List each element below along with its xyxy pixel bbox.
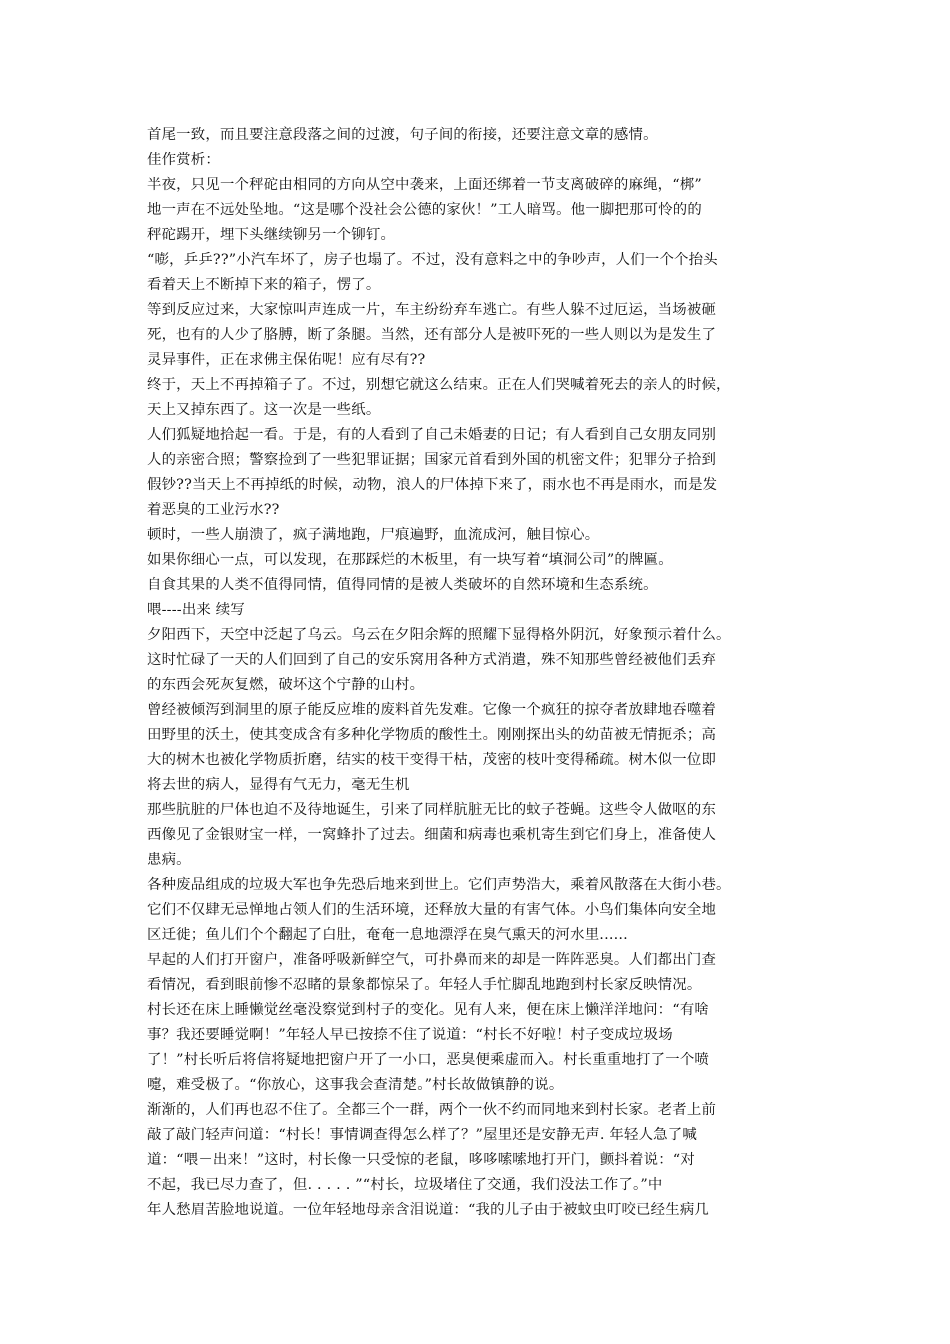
text-line: 死，也有的人少了胳膊，断了条腿。当然，还有部分人是被吓死的一些人则以为是发生了	[147, 327, 717, 343]
text-line: 看情况，看到眼前惨不忍睹的景象都惊呆了。年轻人手忙脚乱地跑到村长家反映情况。	[147, 977, 702, 993]
text-line: 它们不仅肆无忌惮地占领人们的生活环境，还释放大量的有害气体。小鸟们集体向安全地	[147, 902, 717, 918]
text-line: 如果你细心一点，可以发现，在那踩烂的木板里，有一块写着“填洞公司”的牌匾。	[147, 552, 673, 568]
text-line: 村长还在床上睡懒觉丝毫没察觉到村子的变化。见有人来，便在床上懒洋洋地问：“有啥	[147, 1002, 710, 1018]
text-line: 各种废品组成的垃圾大军也争先恐后地来到世上。它们声势浩大，乘着风散落在大街小巷。	[147, 877, 731, 893]
text-line: 了！”村长听后将信将疑地把窗户开了一小口，恶臭便乘虚而入。村长重重地打了一个喷	[147, 1052, 710, 1068]
text-line: 敲了敲门轻声问道：“村长！事情调查得怎么样了？”屋里还是安静无声. 年轻人急了喊	[147, 1127, 697, 1143]
text-line: 区迁徙；鱼儿们个个翻起了白肚，奄奄一息地漂浮在臭气熏天的河水里......	[147, 927, 628, 943]
text-line: 看着天上不断掉下来的箱子，愣了。	[147, 277, 381, 293]
text-line: 曾经被倾泻到洞里的原子能反应堆的废料首先发难。它像一个疯狂的掠夺者放肆地吞噬着	[147, 702, 717, 718]
text-line: 天上又掉东西了。这一次是一些纸。	[147, 402, 381, 418]
text-line: 患病。	[147, 852, 191, 868]
text-line: 佳作赏析：	[147, 152, 220, 168]
document-body	[147, 123, 815, 1223]
text-line: 地一声在不远处坠地。“这是哪个没社会公德的家伙！”工人暗骂。他一脚把那可怜的的	[147, 202, 702, 218]
text-line: 早起的人们打开窗户，准备呼吸新鲜空气，可扑鼻而来的却是一阵阵恶臭。人们都出门查	[147, 952, 717, 968]
text-line: 事？我还要睡觉啊！”年轻人早已按捺不住了说道：“村长不好啦！村子变成垃圾场	[147, 1027, 673, 1043]
text-line: 的东西会死灰复燃，破坏这个宁静的山村。	[147, 677, 425, 693]
text-line: 首尾一致，而且要注意段落之间的过渡，句子间的衔接，还要注意文章的感情。	[147, 127, 658, 143]
text-line: 渐渐的，人们再也忍不住了。全都三个一群，两个一伙不约而同地来到村长家。老者上前	[147, 1102, 717, 1118]
text-line: 喂----出来 续写	[147, 602, 245, 618]
text-line: 顿时，一些人崩溃了，疯子满地跑，尸痕遍野，血流成河，触目惊心。	[147, 527, 600, 543]
text-line: 道：“喂－出来！”这时，村长像一只受惊的老鼠，哆哆嗦嗦地打开门，颤抖着说：“对	[147, 1152, 695, 1168]
text-line: 嚏，难受极了。“你放心，这事我会查清楚。”村长故做镇静的说。	[147, 1077, 564, 1093]
text-line: 那些肮脏的尸体也迫不及待地诞生，引来了同样肮脏无比的蚊子苍蝇。这些令人做呕的东	[147, 802, 717, 818]
text-line: 这时忙碌了一天的人们回到了自己的安乐窝用各种方式消遣，殊不知那些曾经被他们丢弃	[147, 652, 717, 668]
text-line: 半夜，只见一个秤砣由相同的方向从空中袭来，上面还绑着一节支离破碎的麻绳，“梆”	[147, 177, 702, 193]
text-line: 不起，我已尽力查了，但. . . . . ”“村长，垃圾堵住了交通，我们没法工作了。”中	[147, 1177, 663, 1193]
text-line: 灵异事件，正在求佛主保佑呢！应有尽有??	[147, 352, 426, 368]
text-line: 自食其果的人类不值得同情，值得同情的是被人类破坏的自然环境和生态系统。	[147, 577, 658, 593]
text-line: 田野里的沃土，使其变成含有多种化学物质的酸性土。刚刚探出头的幼苗被无情扼杀；高	[147, 727, 717, 743]
text-line: 人们狐疑地拾起一看。于是，有的人看到了自己未婚妻的日记；有人看到自己女朋友同别	[147, 427, 717, 443]
text-line: 夕阳西下，天空中泛起了乌云。乌云在夕阳余辉的照耀下显得格外阴沉，好象预示着什么。	[147, 627, 731, 643]
text-line: 将去世的病人，显得有气无力，毫无生机	[147, 777, 410, 793]
text-line: 秤砣踢开，埋下头继续铆另一个铆钉。	[147, 227, 396, 243]
text-line: 年人愁眉苦脸地说道。一位年轻地母亲含泪说道：“我的儿子由于被蚊虫叮咬已经生病几	[147, 1202, 710, 1218]
text-line: 终于，天上不再掉箱子了。不过，别想它就这么结束。正在人们哭喊着死去的亲人的时候，	[147, 377, 731, 393]
text-line: 着恶臭的工业污水??	[147, 502, 280, 518]
text-line: 假钞??当天上不再掉纸的时候，动物，浪人的尸体掉下来了，雨水也不再是雨水，而是发	[147, 477, 718, 493]
text-line: 西像见了金银财宝一样，一窝蜂扑了过去。细菌和病毒也乘机寄生到它们身上，准备使人	[147, 827, 717, 843]
text-line: “嘭，乒乒??”小汽车坏了，房子也塌了。不过，没有意料之中的争吵声，人们一个个抬头	[147, 252, 718, 268]
text-line: 等到反应过来，大家惊叫声连成一片，车主纷纷弃车逃亡。有些人躲不过厄运，当场被砸	[147, 302, 717, 318]
text-line: 大的树木也被化学物质折磨，结实的枝干变得干枯，茂密的枝叶变得稀疏。树木似一位即	[147, 752, 717, 768]
text-line: 人的亲密合照；警察捡到了一些犯罪证据；国家元首看到外国的机密文件；犯罪分子拾到	[147, 452, 717, 468]
